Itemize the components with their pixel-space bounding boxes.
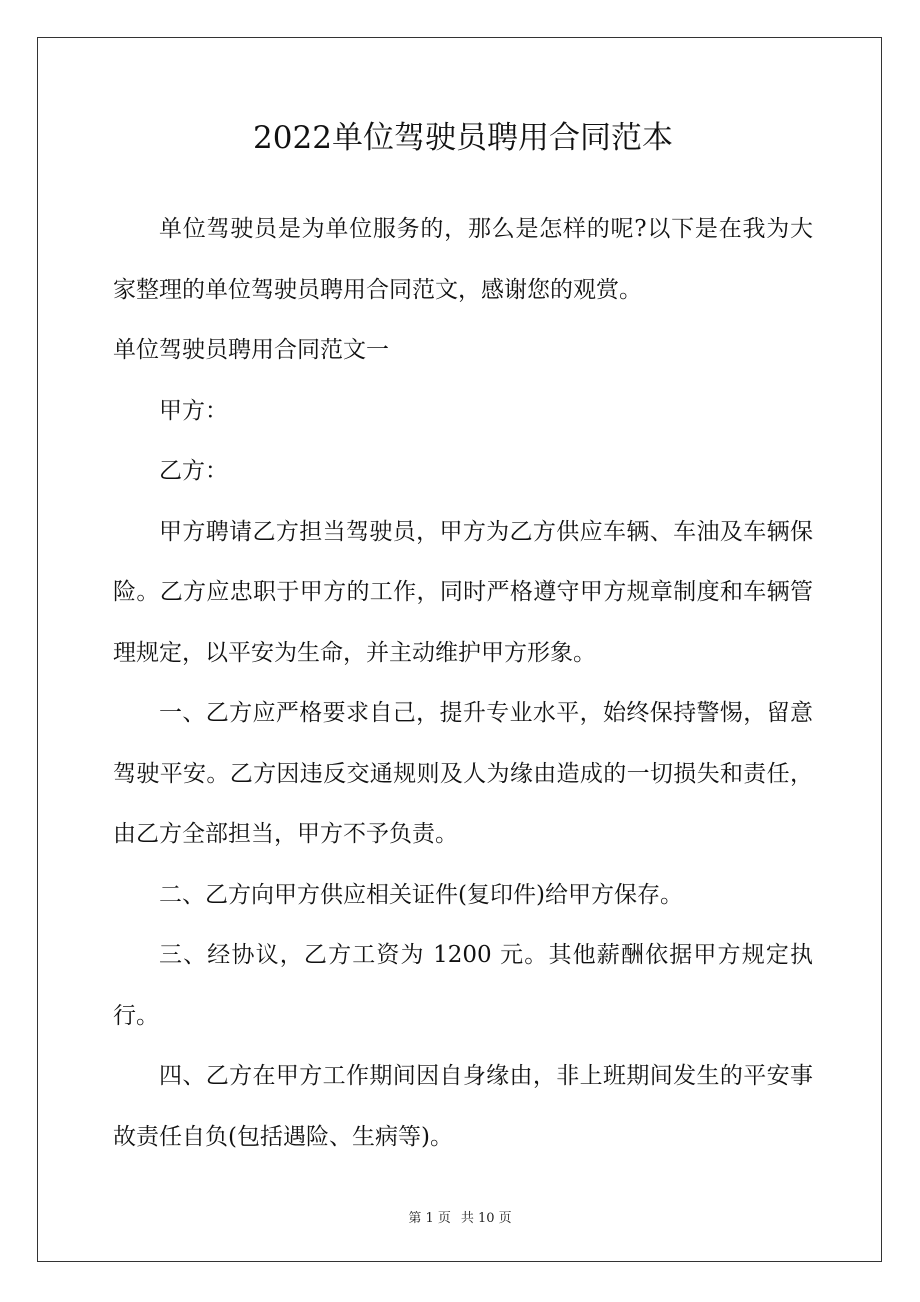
document-title: 2022单位驾驶员聘用合同范本 (253, 120, 673, 156)
clause-paragraph: 三、经协议，乙方工资为 1200 元。其他薪酬依据甲方规定执行。 (113, 942, 813, 1029)
clause-paragraph: 四、乙方在甲方工作期间因自身缘由，非上班期间发生的平安事故责任自负(包括遇险、生病等)。 (113, 1063, 813, 1150)
contract-paragraph: 甲方聘请乙方担当驾驶员，甲方为乙方供应车辆、车油及车辆保险。乙方应忠职于甲方的工作，同时严格遵守甲方规章制度和车辆管理规定，以平安为生命，并主动维护甲方形象。 (113, 518, 813, 666)
party-b-line: 乙方： (159, 458, 228, 484)
page-number: 第 1 页 (408, 1211, 451, 1226)
document-body (113, 112, 813, 1167)
page-total: 共 10 页 (460, 1211, 512, 1226)
section-heading: 单位驾驶员聘用合同范文一 (113, 337, 389, 363)
clause-paragraph: 一、乙方应严格要求自己，提升专业水平，始终保持警惕，留意驾驶平安。乙方因违反交通规则及人为缘由造成的一切损失和责任，由乙方全部担当，甲方不予负责。 (113, 700, 813, 847)
intro-paragraph: 单位驾驶员是为单位服务的，那么是怎样的呢?以下是在我为大家整理的单位驾驶员聘用合同范文，感谢您的观赏。 (113, 216, 813, 303)
clause-paragraph: 二、乙方向甲方供应相关证件(复印件)给甲方保存。 (159, 881, 683, 908)
party-a-line: 甲方： (159, 397, 228, 424)
page-footer (0, 1207, 920, 1226)
